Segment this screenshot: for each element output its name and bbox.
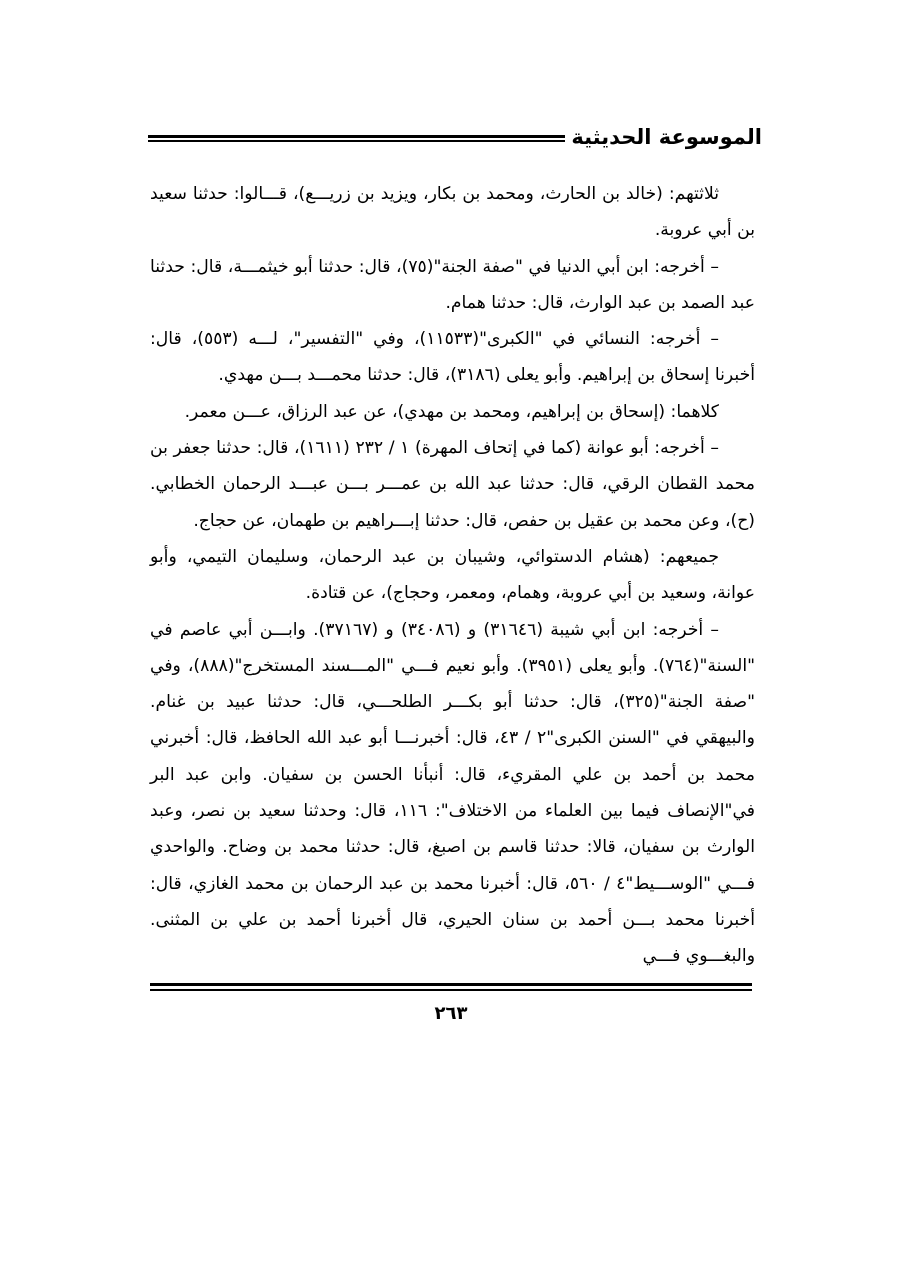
header-rule-thin (148, 140, 565, 142)
paragraph: ثلاثتهم: (خالد بن الحارث، ومحمد بن بكار، ويزيد بن زريـــع)، قـــالوا: حدثنا سعيد بن أبي عروبة. (150, 184, 755, 241)
paragraph: – أخرجه: النسائي في "الكبرى"(١١٥٣٣)، وفي "التفسير"، لـــه (٥٥٣)، قال: أخبرنا إسحاق بن إبراهيم. وأبو يعلى (٣١٨٦)، قال: حدثنا محمـــد بـــن مهدي. (150, 329, 755, 386)
footer-rule-thin (150, 989, 752, 991)
running-header (148, 122, 762, 152)
paragraph: – أخرجه: ابن أبي الدنيا في "صفة الجنة"(٧٥)، قال: حدثنا أبو خيثمـــة، قال: حدثنا عبد الصمد بن عبد الوارث، قال: حدثنا همام. (150, 256, 755, 313)
body-text (150, 176, 755, 975)
paragraph: – أخرجه: أبو عوانة (كما في إتحاف المهرة) ١ / ٢٣٢ (١٦١١)، قال: حدثنا جعفر بن محمد القطان الرقي، قال: حدثنا عبد الله بن عمـــر بـــن عبـــد الرحمان الخطابي. (ح)، وعن محمد بن عقيل بن حفص، قال: حدثنا إبـــراهيم بن طهمان، عن حجاج. (150, 438, 755, 531)
header-rule (148, 135, 565, 138)
paragraph: كلاهما: (إسحاق بن إبراهيم، ومحمد بن مهدي)، عن عبد الرزاق، عـــن معمر. (184, 401, 719, 422)
header-title: الموسوعة الحديثية (571, 125, 762, 149)
footer-rule (150, 983, 752, 986)
paragraph: – أخرجه: ابن أبي شيبة (٣١٦٤٦) و (٣٤٠٨٦) و (٣٧١٦٧). وابـــن أبي عاصم في "السنة"(٧٦٤). وأبو يعلى (٣٩٥١). وأبو نعيم فـــي "المـــسند المستخرج"(٨٨٨)، وفي "صفة الجنة"(٣٢٥)، قال: حدثنا أبو بكـــر الطلحـــي، قال: حدثنا عبيد بن غنام. والبيهقي في "السنن الكبرى"٢ / ٤٣، قال: أخبرنـــا أبو عبد الله الحافظ، قال: أخبرني محمد بن أحمد بن علي المقريء، قال: أنبأنا الحسن بن سفيان. وابن عبد البر في"الإنصاف فيما بين العلماء من الاختلاف": ١١٦، قال: وحدثنا سعيد بن نصر، وعبد الوارث بن سفيان، قالا: حدثنا قاسم بن اصبغ، قال: حدثنا محمد بن وضاح. والواحدي فـــي "الوســـيط"٤ / ٥٦٠، قال: أخبرنا محمد بن عبد الرحمان بن محمد الغازي، قال: أخبرنا محمد بـــن أحمد بن سنان الحيري، قال أخبرنا أحمد بن علي بن المثنى. والبغـــوي فـــي (150, 619, 756, 967)
paragraph: جميعهم: (هشام الدستوائي، وشيبان بن عبد الرحمان، وسليمان التيمي، وأبو عوانة، وسعيد بن أبي عروبة، وهمام، ومعمر، وحجاج)، عن قتادة. (150, 546, 755, 604)
page-number: ٢٦٣ (434, 1003, 468, 1024)
